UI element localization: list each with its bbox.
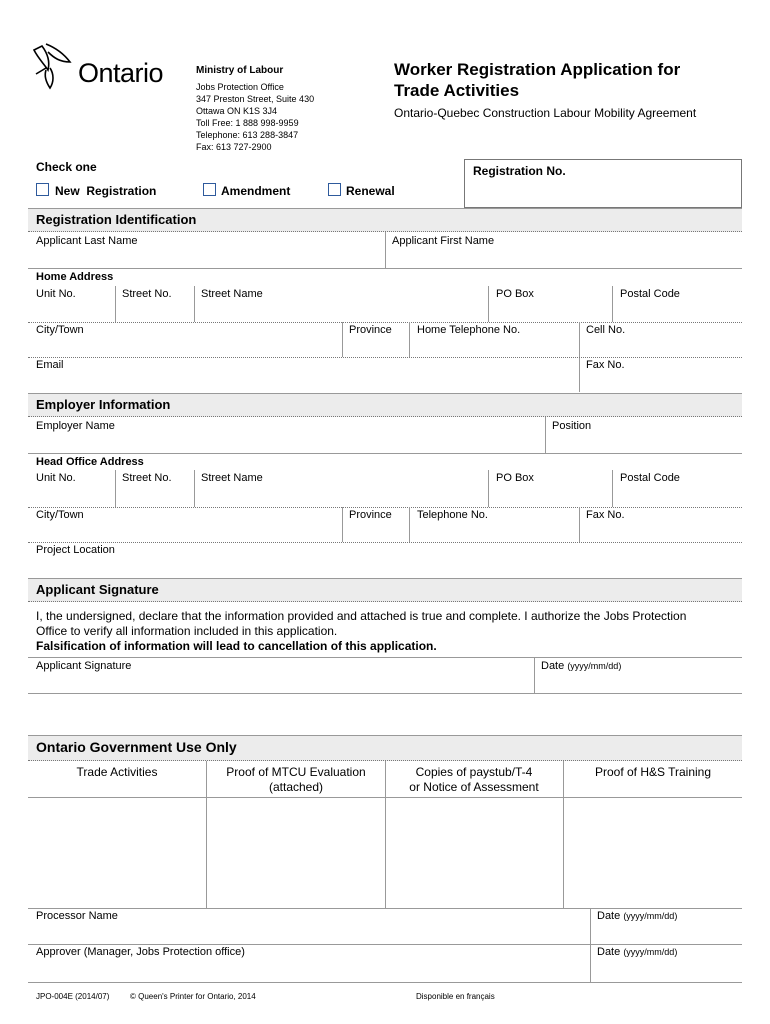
divider — [579, 507, 580, 542]
registration-identification-heading: Registration Identification — [28, 208, 742, 232]
divider — [534, 657, 535, 693]
divider — [563, 761, 564, 908]
home-city-field[interactable]: City/Town — [36, 324, 84, 336]
processor-date-field[interactable] — [597, 910, 677, 922]
home-address-heading: Home Address — [36, 271, 114, 283]
office-po-box-field[interactable]: PO Box — [496, 472, 534, 484]
applicant-signature-field[interactable]: Applicant Signature — [36, 660, 132, 672]
amendment-checkbox[interactable] — [203, 183, 216, 196]
divider — [206, 761, 207, 908]
ministry-name: Ministry of Labour — [196, 65, 284, 76]
home-unit-no-field[interactable]: Unit No. — [36, 288, 76, 300]
check-one-heading: Check one — [36, 160, 97, 174]
cell-no-field[interactable]: Cell No. — [586, 324, 626, 336]
french-availability: Disponible en français — [416, 992, 495, 1001]
office-fax-field[interactable]: Fax No. — [586, 509, 625, 521]
divider — [612, 470, 613, 507]
divider — [28, 908, 742, 909]
divider — [342, 322, 343, 357]
divider — [612, 286, 613, 322]
new-registration-checkbox[interactable] — [36, 183, 49, 196]
renewal-checkbox[interactable] — [328, 183, 341, 196]
divider — [28, 507, 742, 508]
office-postal-code-field[interactable]: Postal Code — [620, 472, 680, 484]
form-title-line2: Trade Activities — [394, 81, 520, 100]
email-field[interactable]: Email — [36, 359, 64, 371]
divider — [115, 470, 116, 507]
date-label: Date — [597, 910, 621, 922]
office-unit-no-field[interactable]: Unit No. — [36, 472, 76, 484]
signature-date-field[interactable] — [541, 660, 621, 672]
office-city: Ottawa ON K1S 3J4 — [196, 106, 278, 116]
office-street: 347 Preston Street, Suite 430 — [196, 94, 315, 104]
position-field[interactable]: Position — [552, 420, 592, 432]
ontario-wordmark: Ontario — [78, 58, 164, 88]
divider — [28, 357, 742, 358]
mtcu-header-line2: (attached) — [268, 780, 324, 794]
divider — [28, 542, 742, 543]
date-label: Date — [597, 946, 621, 958]
divider — [28, 944, 742, 945]
divider — [545, 417, 546, 453]
divider — [28, 797, 742, 798]
government-use-heading: Ontario Government Use Only — [28, 735, 742, 761]
paystub-header-line2: or Notice of Assessment — [409, 780, 539, 794]
paystub-header-line1: Copies of paystub/T-4 — [415, 765, 533, 779]
divider — [28, 657, 742, 658]
divider — [28, 693, 742, 694]
ministry-address — [196, 81, 314, 153]
applicant-signature-heading: Applicant Signature — [28, 578, 742, 602]
divider — [115, 286, 116, 322]
form-subtitle: Ontario-Quebec Construction Labour Mobility Agreement — [394, 106, 697, 120]
head-office-heading: Head Office Address — [36, 456, 144, 468]
home-street-no-field[interactable]: Street No. — [122, 288, 172, 300]
office-telephone-field[interactable]: Telephone No. — [417, 509, 488, 521]
home-postal-code-field[interactable]: Postal Code — [620, 288, 680, 300]
divider — [488, 286, 489, 322]
hs-training-column — [564, 765, 742, 779]
trade-activities-column — [28, 765, 206, 779]
office-name: Jobs Protection Office — [196, 82, 284, 92]
employer-information-heading: Employer Information — [28, 393, 742, 417]
home-fax-field[interactable]: Fax No. — [586, 359, 625, 371]
home-telephone-field[interactable]: Home Telephone No. — [417, 324, 521, 336]
office-city-field[interactable]: City/Town — [36, 509, 84, 521]
falsification-warning: Falsification of information will lead to cancellation of this application. — [36, 639, 437, 653]
mtcu-header-line1: Proof of MTCU Evaluation — [226, 765, 366, 779]
date-format: (yyyy/mm/dd) — [623, 911, 678, 921]
office-street-no-field[interactable]: Street No. — [122, 472, 172, 484]
applicant-last-name-field[interactable]: Applicant Last Name — [36, 235, 138, 247]
divider — [194, 286, 195, 322]
hs-training-header: Proof of H&S Training — [594, 765, 712, 779]
approver-date-field[interactable] — [597, 946, 677, 958]
trade-activities-header: Trade Activities — [76, 765, 158, 779]
office-street-name-field[interactable]: Street Name — [201, 472, 263, 484]
declaration-line2: Office to verify all information included in this application. — [36, 624, 338, 638]
date-format: (yyyy/mm/dd) — [623, 947, 678, 957]
paystub-column — [385, 765, 563, 795]
registration-no-label: Registration No. — [473, 164, 566, 178]
amendment-label: Amendment — [221, 184, 291, 198]
office-tollfree: Toll Free: 1 888 998-9959 — [196, 118, 299, 128]
declaration-line1: I, the undersigned, declare that the information provided and attached is true and complete. I authorize the Jobs Protection — [36, 609, 687, 623]
divider — [28, 268, 742, 269]
office-fax: Fax: 613 727-2900 — [196, 142, 272, 152]
trillium-logo-icon — [32, 40, 76, 90]
applicant-first-name-field[interactable]: Applicant First Name — [392, 235, 495, 247]
divider — [385, 232, 386, 268]
office-province-field[interactable]: Province — [349, 509, 392, 521]
home-province-field[interactable]: Province — [349, 324, 392, 336]
divider — [385, 761, 386, 908]
mtcu-column — [207, 765, 385, 795]
divider — [488, 470, 489, 507]
home-po-box-field[interactable]: PO Box — [496, 288, 534, 300]
divider — [409, 507, 410, 542]
employer-name-field[interactable]: Employer Name — [36, 420, 115, 432]
divider — [28, 322, 742, 323]
processor-name-field[interactable]: Processor Name — [36, 910, 118, 922]
office-telephone: Telephone: 613 288-3847 — [196, 130, 299, 140]
form-id: JPO-004E (2014/07) — [36, 992, 110, 1001]
new-registration-label: New Registration — [55, 184, 157, 198]
form-title-line1: Worker Registration Application for — [394, 60, 681, 79]
date-format: (yyyy/mm/dd) — [567, 661, 622, 671]
date-label: Date — [541, 660, 565, 672]
divider — [194, 470, 195, 507]
project-location-field[interactable]: Project Location — [36, 544, 115, 556]
divider — [342, 507, 343, 542]
renewal-label: Renewal — [346, 184, 395, 198]
home-street-name-field[interactable]: Street Name — [201, 288, 263, 300]
copyright: © Queen's Printer for Ontario, 2014 — [130, 992, 256, 1001]
divider — [28, 453, 742, 454]
divider — [590, 908, 591, 982]
divider — [409, 322, 410, 357]
divider — [28, 982, 742, 983]
approver-field[interactable]: Approver (Manager, Jobs Protection office) — [36, 946, 245, 958]
